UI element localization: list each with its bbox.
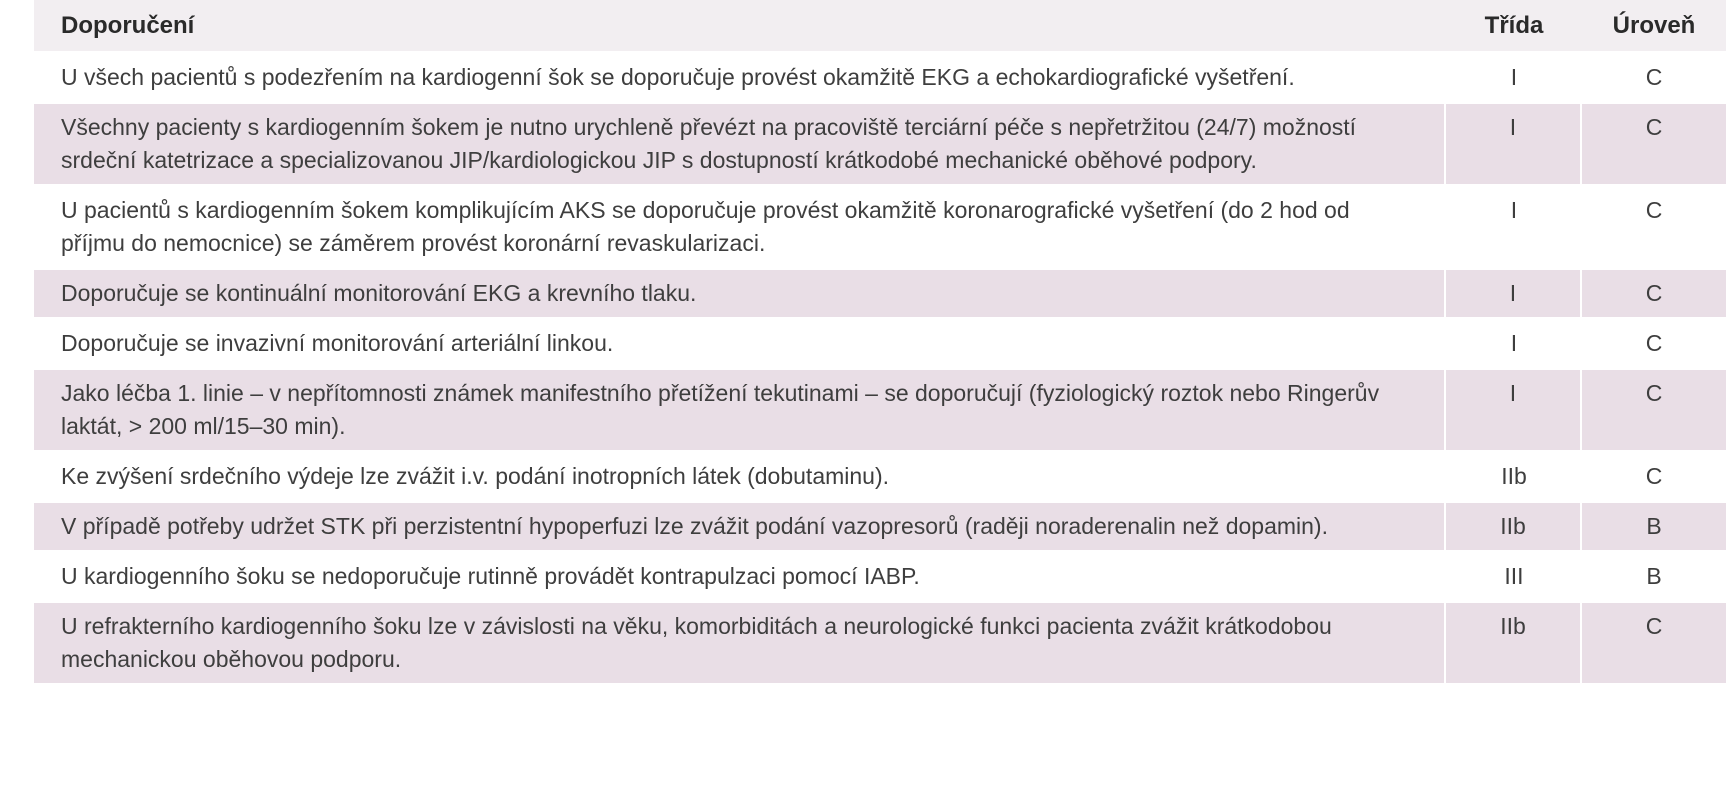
recommendation-level: B (1582, 503, 1726, 550)
recommendation-text: V případě potřeby udržet STK při perzistentní hypoperfuzi lze zvážit podání vazopresorů (raději noraderenalin než dopamin). (34, 503, 1446, 550)
recommendation-level: C (1582, 104, 1726, 184)
table-row (34, 370, 1726, 450)
recommendation-level: C (1582, 370, 1726, 450)
recommendation-class: IIb (1446, 603, 1582, 683)
recommendation-level: C (1582, 453, 1726, 500)
recommendation-class: IIb (1446, 503, 1582, 550)
recommendation-text: U kardiogenního šoku se nedoporučuje rutinně provádět kontrapulzaci pomocí IABP. (34, 553, 1446, 600)
recommendation-level: C (1582, 54, 1726, 101)
recommendation-table-container (34, 0, 1730, 800)
recommendation-level: C (1582, 320, 1726, 367)
recommendation-table (34, 0, 1726, 686)
recommendation-class: III (1446, 553, 1582, 600)
recommendation-text: Ke zvýšení srdečního výdeje lze zvážit i.v. podání inotropních látek (dobutaminu). (34, 453, 1446, 500)
recommendation-class: I (1446, 54, 1582, 101)
recommendation-text: U pacientů s kardiogenním šokem komplikujícím AKS se doporučuje provést okamžitě koronarografické vyšetření (do 2 hod od příjmu do nemocnice) se záměrem provést koronární revaskularizaci. (34, 187, 1446, 267)
table-row (34, 453, 1726, 500)
header-class: Třída (1446, 0, 1582, 51)
recommendation-level: C (1582, 603, 1726, 683)
recommendation-level: C (1582, 187, 1726, 267)
recommendation-class: I (1446, 104, 1582, 184)
recommendation-class: I (1446, 320, 1582, 367)
recommendation-class: IIb (1446, 453, 1582, 500)
table-row (34, 603, 1726, 683)
recommendation-text: Všechny pacienty s kardiogenním šokem je nutno urychleně převézt na pracoviště terciární péče s nepřetržitou (24/7) možností srdeční katetrizace a specializovanou JIP/kardiologickou JIP s dostupností krátkodobé mechanické oběhové podpory. (34, 104, 1446, 184)
table-row (34, 270, 1726, 317)
recommendation-class: I (1446, 370, 1582, 450)
header-level: Úroveň (1582, 0, 1726, 51)
header-recommendation: Doporučení (34, 0, 1446, 51)
recommendation-text: Doporučuje se kontinuální monitorování EKG a krevního tlaku. (34, 270, 1446, 317)
table-row (34, 187, 1726, 267)
table-row (34, 503, 1726, 550)
recommendation-level: B (1582, 553, 1726, 600)
table-header-row (34, 0, 1726, 51)
table-row (34, 553, 1726, 600)
table-row (34, 320, 1726, 367)
recommendation-class: I (1446, 270, 1582, 317)
recommendation-class: I (1446, 187, 1582, 267)
recommendation-text: U refrakterního kardiogenního šoku lze v závislosti na věku, komorbiditách a neurologické funkci pacienta zvážit krátkodobou mechanickou oběhovou podporu. (34, 603, 1446, 683)
recommendation-level: C (1582, 270, 1726, 317)
recommendation-text: Doporučuje se invazivní monitorování arteriální linkou. (34, 320, 1446, 367)
table-row (34, 54, 1726, 101)
recommendation-text: U všech pacientů s podezřením na kardiogenní šok se doporučuje provést okamžitě EKG a echokardiografické vyšetření. (34, 54, 1446, 101)
recommendation-text: Jako léčba 1. linie – v nepřítomnosti známek manifestního přetížení tekutinami – se doporučují (fyziologický roztok nebo Ringerův laktát, > 200 ml/15–30 min). (34, 370, 1446, 450)
table-row (34, 104, 1726, 184)
